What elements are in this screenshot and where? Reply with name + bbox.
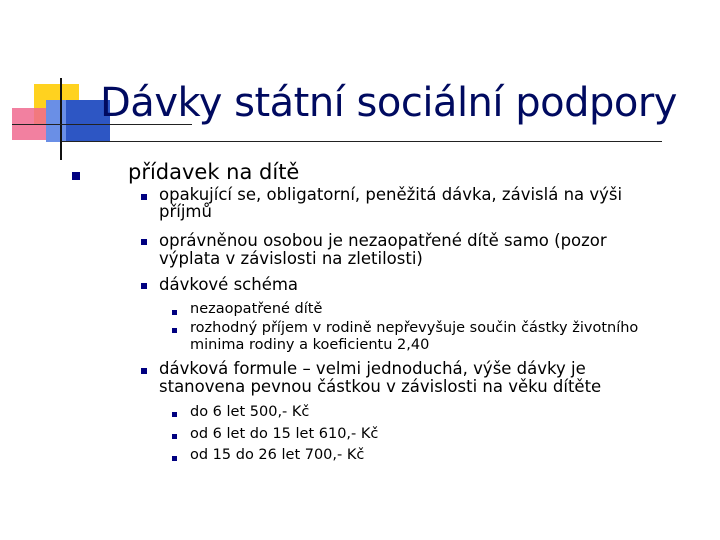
bullet-item-text: výplata v závislosti na zletilosti): [159, 249, 423, 268]
bullet-item-text: nezaopatřené dítě: [190, 301, 323, 317]
decor-vertical-line: [60, 78, 62, 160]
bullet-item-text: stanovena pevnou částkou v závislosti na věku dítěte: [159, 377, 602, 396]
bullet-item-text: minima rodiny a koeficientu 2,40: [190, 337, 430, 353]
bullet-item-text: do 6 let 500,- Kč: [190, 404, 310, 420]
bullet-square-icon: [172, 456, 177, 461]
slide-title: Dávky státní sociální podpory: [100, 80, 677, 126]
bullet-item-text: dávkové schéma: [159, 275, 299, 294]
bullet-item-text: od 6 let do 15 let 610,- Kč: [190, 426, 379, 442]
bullet-item-text: dávková formule – velmi jednoduchá, výše dávky je: [159, 359, 586, 378]
bullet-item-text: příjmů: [159, 202, 212, 221]
title-underline: [62, 141, 662, 142]
bullet-square-icon: [172, 434, 177, 439]
bullet-square-icon: [141, 283, 147, 289]
bullet-square-icon: [141, 194, 147, 200]
bullet-square-icon: [72, 172, 80, 180]
bullet-square-icon: [172, 310, 177, 315]
bullet-square-icon: [172, 412, 177, 417]
bullet-item-text: oprávněnou osobou je nezaopatřené dítě samo (pozor: [159, 231, 607, 250]
bullet-square-icon: [172, 328, 177, 333]
bullet-item-prispevek: přídavek na dítě: [128, 160, 300, 184]
bullet-square-icon: [141, 239, 147, 245]
bullet-square-icon: [141, 368, 147, 374]
bullet-item-text: od 15 do 26 let 700,- Kč: [190, 447, 365, 463]
bullet-item-text: rozhodný příjem v rodině nepřevyšuje součin částky životního: [190, 320, 639, 336]
decor-blue-highlight: [46, 100, 66, 142]
bullet-item-text: opakující se, obligatorní, peněžitá dávka, závislá na výši: [159, 185, 623, 204]
